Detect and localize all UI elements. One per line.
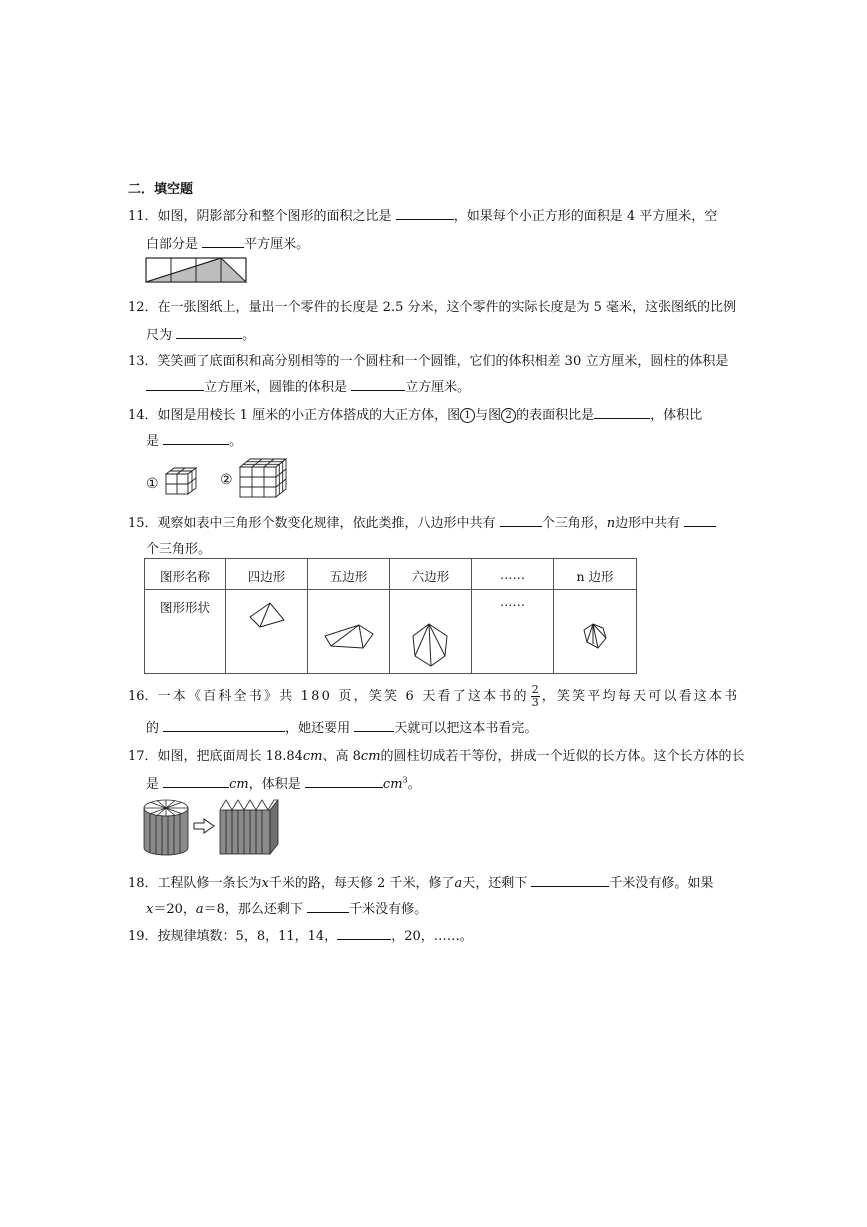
table-cell: …… (472, 559, 554, 590)
circled-2-mark: 2 (501, 408, 516, 423)
answer-blank[interactable] (202, 235, 244, 248)
question-16-line1: 16．一本《百科全书》共 180 页，笑笑 6 天看了这本书的 $\frac{2}{3}$ ，笑笑平均每天可以看这本书 (128, 683, 740, 709)
question-number: 16． (128, 689, 158, 704)
answer-blank[interactable] (500, 514, 542, 527)
table-cell: …… (472, 590, 554, 674)
question-15-line1: 15．观察如表中三角形个数变化规律，依此类推，八边形中共有 个三角形，n边形中共有 (128, 512, 716, 531)
answer-blank[interactable] (163, 719, 285, 732)
hexagon-shape (409, 622, 453, 668)
question-number: 13． (128, 354, 158, 369)
table-cell (554, 590, 637, 674)
answer-blank[interactable] (176, 326, 242, 339)
question-16-line2: 的 ，她还要用 天就可以把这本书看完。 (146, 721, 538, 736)
answer-blank[interactable] (146, 378, 204, 391)
n-gon-shape (581, 622, 609, 652)
answer-blank[interactable] (163, 432, 229, 445)
fraction: $\frac{2}{3}$ (531, 683, 539, 709)
table-cell: 六边形 (390, 559, 472, 590)
polygon-triangle-table (144, 558, 637, 674)
cylinder-to-cuboid-figure (142, 796, 282, 858)
table-cell (308, 590, 390, 674)
answer-blank[interactable] (307, 900, 349, 913)
question-17-line1: 17．如图，把底面周长 18.84cm、高 8cm的圆柱切成若干等份，拼成一个近似的长方体。这个长方体的长 (128, 749, 745, 764)
question-number: 15． (128, 516, 158, 531)
answer-blank[interactable] (396, 207, 454, 220)
table-cell: 五边形 (308, 559, 390, 590)
answer-blank[interactable] (594, 406, 650, 419)
shaded-squares-figure (145, 257, 249, 285)
table-cell (226, 590, 308, 674)
answer-blank[interactable] (305, 775, 383, 788)
question-18-line2: x＝20，a＝8，那么还剩下 千米没有修。 (146, 902, 428, 917)
table-cell: n 边形 (554, 559, 637, 590)
table-cell: 图形形状 (145, 590, 226, 674)
question-12-line1: 12．在一张图纸上，量出一个零件的长度是 2.5 分米，这个零件的实际长度是为 5 毫米，这张图纸的比例 (128, 300, 737, 315)
table-cell: 四边形 (226, 559, 308, 590)
answer-blank[interactable] (337, 927, 391, 940)
pentagon-shape (323, 622, 375, 662)
table-row (145, 559, 637, 590)
question-13-line2: 立方厘米，圆锥的体积是 立方厘米。 (146, 376, 470, 395)
answer-blank[interactable] (351, 378, 405, 391)
question-15-line2: 个三角形。 (146, 542, 212, 557)
table-cell: 图形名称 (145, 559, 226, 590)
question-number: 17． (128, 749, 158, 764)
quadrilateral-shape (247, 598, 287, 630)
figure-2-label: ② (220, 472, 233, 488)
section-title: 二．填空题 (128, 182, 194, 197)
question-number: 12． (128, 300, 158, 315)
table-row (145, 590, 637, 674)
question-11-line1: 11．如图，阴影部分和整个图形的面积之比是 ，如果每个小正方形的面积是 4 平方厘米，空 (128, 209, 718, 224)
answer-blank[interactable] (684, 514, 716, 527)
question-number: 18． (128, 876, 158, 891)
answer-blank[interactable] (163, 775, 229, 788)
question-number: 14． (128, 408, 158, 423)
question-17-line2: 是 cm，体积是 $cm^3$。 (146, 775, 421, 792)
answer-blank[interactable] (531, 874, 609, 887)
question-19-line1: 19．按规律填数：5，8，11，14， ，20，……。 (128, 929, 473, 944)
figure-1-label: ① (146, 476, 159, 492)
question-14-line2: 是 。 (146, 434, 243, 449)
question-18-line1: 18．工程队修一条长为x千米的路，每天修 2 千米，修了a天，还剩下 千米没有修。如果 (128, 876, 714, 891)
question-number: 19． (128, 929, 158, 944)
question-12-line2: 尺为 。 (146, 328, 256, 343)
table-cell (390, 590, 472, 674)
cube-2x2-figure (164, 466, 198, 496)
cube-3x3-figure (238, 457, 288, 499)
answer-blank[interactable] (354, 719, 394, 732)
circled-1-mark: 1 (460, 408, 475, 423)
question-14-line1: 14．如图是用棱长 1 厘米的小正方体搭成的大正方体，图 1 与图 2 的表面积比是 ，体积比 (128, 408, 703, 423)
question-13-line1: 13．笑笑画了底面积和高分别相等的一个圆柱和一个圆锥，它们的体积相差 30 立方厘米，圆柱的体积是 (128, 354, 729, 369)
question-number: 11． (128, 209, 158, 224)
question-11-line2: 白部分是 平方厘米。 (146, 237, 310, 252)
